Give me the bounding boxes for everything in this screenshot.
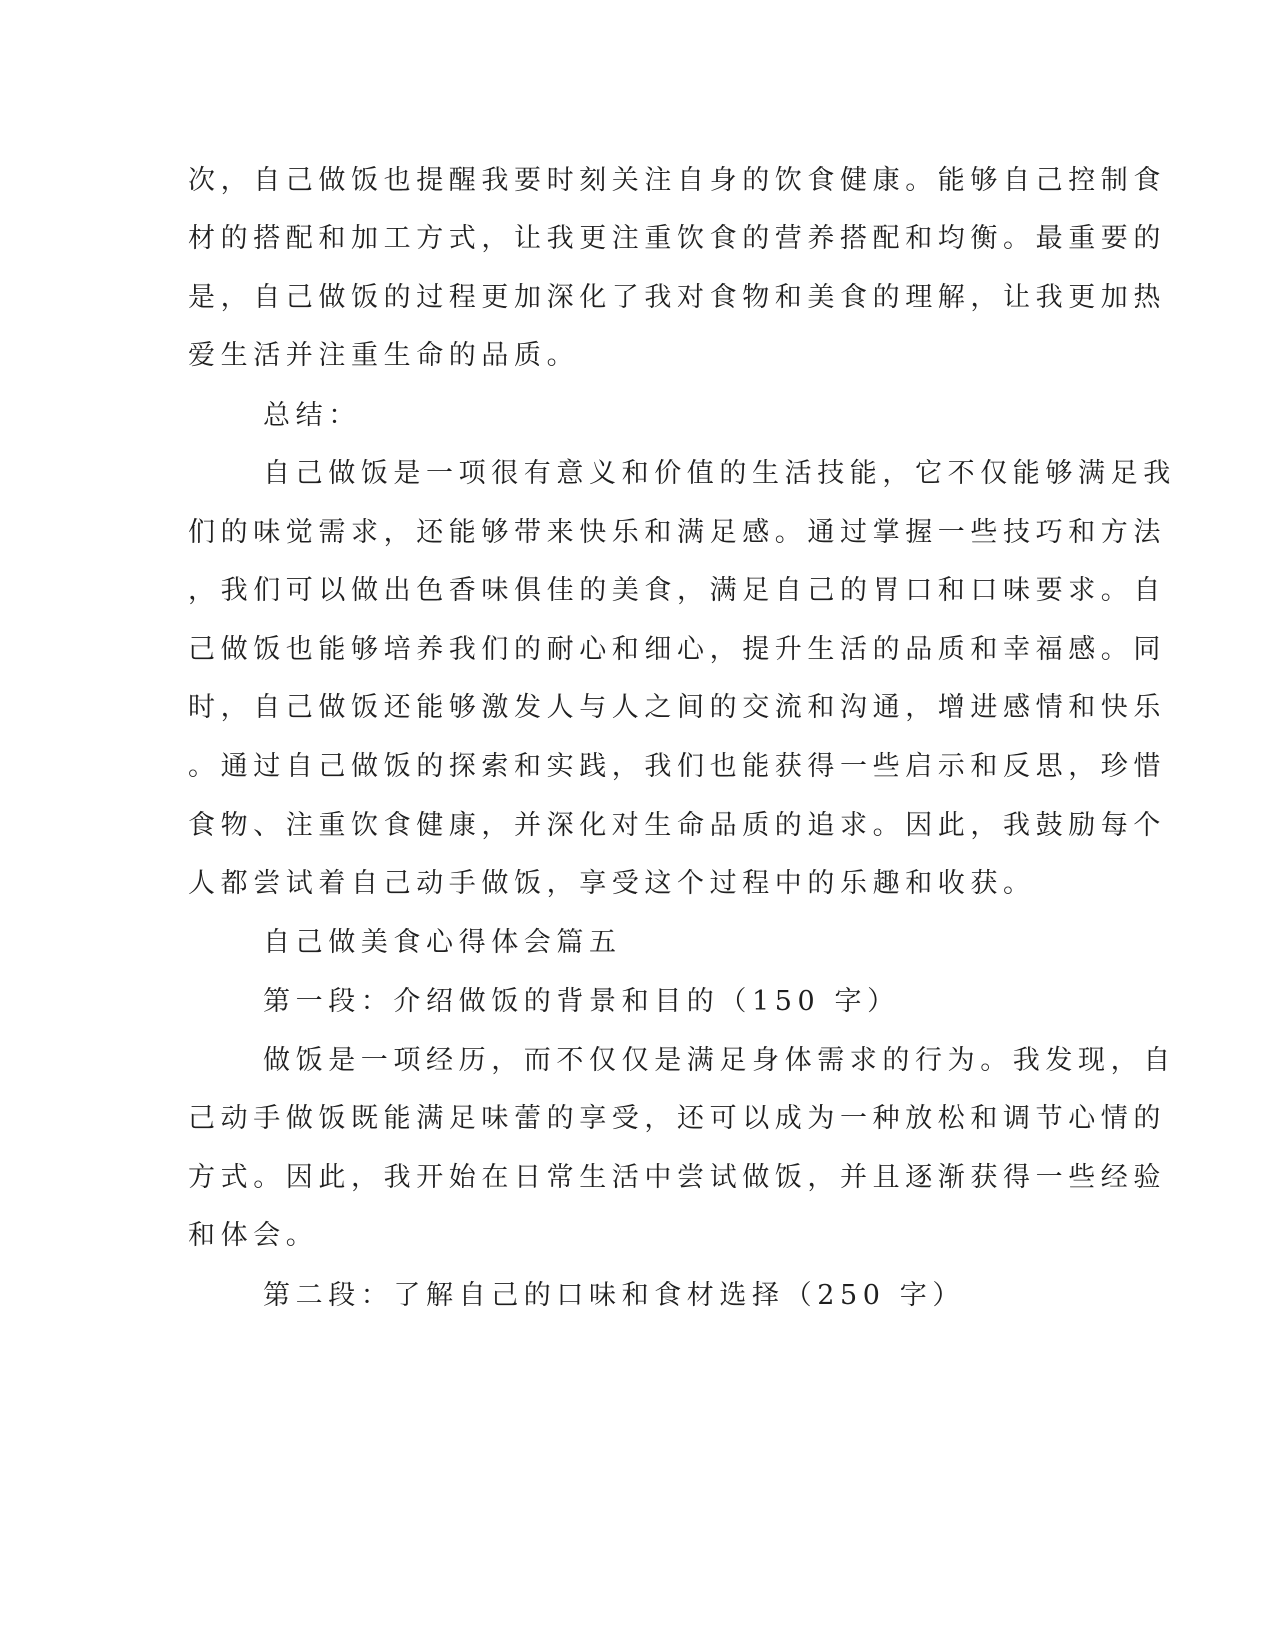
- text-line: 时，自己做饭还能够激发人与人之间的交流和沟通，增进感情和快乐: [188, 692, 1166, 723]
- article-title: 自己做美食心得体会篇五: [263, 927, 622, 958]
- text-line: 是，自己做饭的过程更加深化了我对食物和美食的理解，让我更加热: [188, 282, 1166, 313]
- text-line: 爱生活并注重生命的品质。: [188, 340, 580, 371]
- text-line: 自己做饭是一项很有意义和价值的生活技能，它不仅能够满足我: [263, 458, 1176, 489]
- text-line: 和体会。: [188, 1220, 319, 1251]
- text-line: 食物、注重饮食健康，并深化对生命品质的追求。因此，我鼓励每个: [188, 810, 1166, 841]
- text-line: 己动手做饭既能满足味蕾的享受，还可以成为一种放松和调节心情的: [188, 1103, 1166, 1134]
- text-line: 次，自己做饭也提醒我要时刻关注自身的饮食健康。能够自己控制食: [188, 165, 1166, 196]
- section-heading: 第二段：了解自己的口味和食材选择（250 字）: [263, 1280, 965, 1311]
- text-line: 。通过自己做饭的探索和实践，我们也能获得一些启示和反思，珍惜: [188, 751, 1166, 782]
- text-line: 们的味觉需求，还能够带来快乐和满足感。通过掌握一些技巧和方法: [188, 517, 1166, 548]
- text-line: 方式。因此，我开始在日常生活中尝试做饭，并且逐渐获得一些经验: [188, 1162, 1166, 1193]
- text-line: 做饭是一项经历，而不仅仅是满足身体需求的行为。我发现，自: [263, 1045, 1176, 1076]
- text-line: ，我们可以做出色香味俱佳的美食，满足自己的胃口和口味要求。自: [188, 575, 1166, 606]
- section-heading: 第一段：介绍做饭的背景和目的（150 字）: [263, 986, 900, 1017]
- text-line: 材的搭配和加工方式，让我更注重饮食的营养搭配和均衡。最重要的: [188, 223, 1166, 254]
- text-line: 人都尝试着自己动手做饭，享受这个过程中的乐趣和收获。: [188, 868, 1036, 899]
- text-line: 己做饭也能够培养我们的耐心和细心，提升生活的品质和幸福感。同: [188, 634, 1166, 665]
- section-heading: 总结：: [263, 400, 361, 431]
